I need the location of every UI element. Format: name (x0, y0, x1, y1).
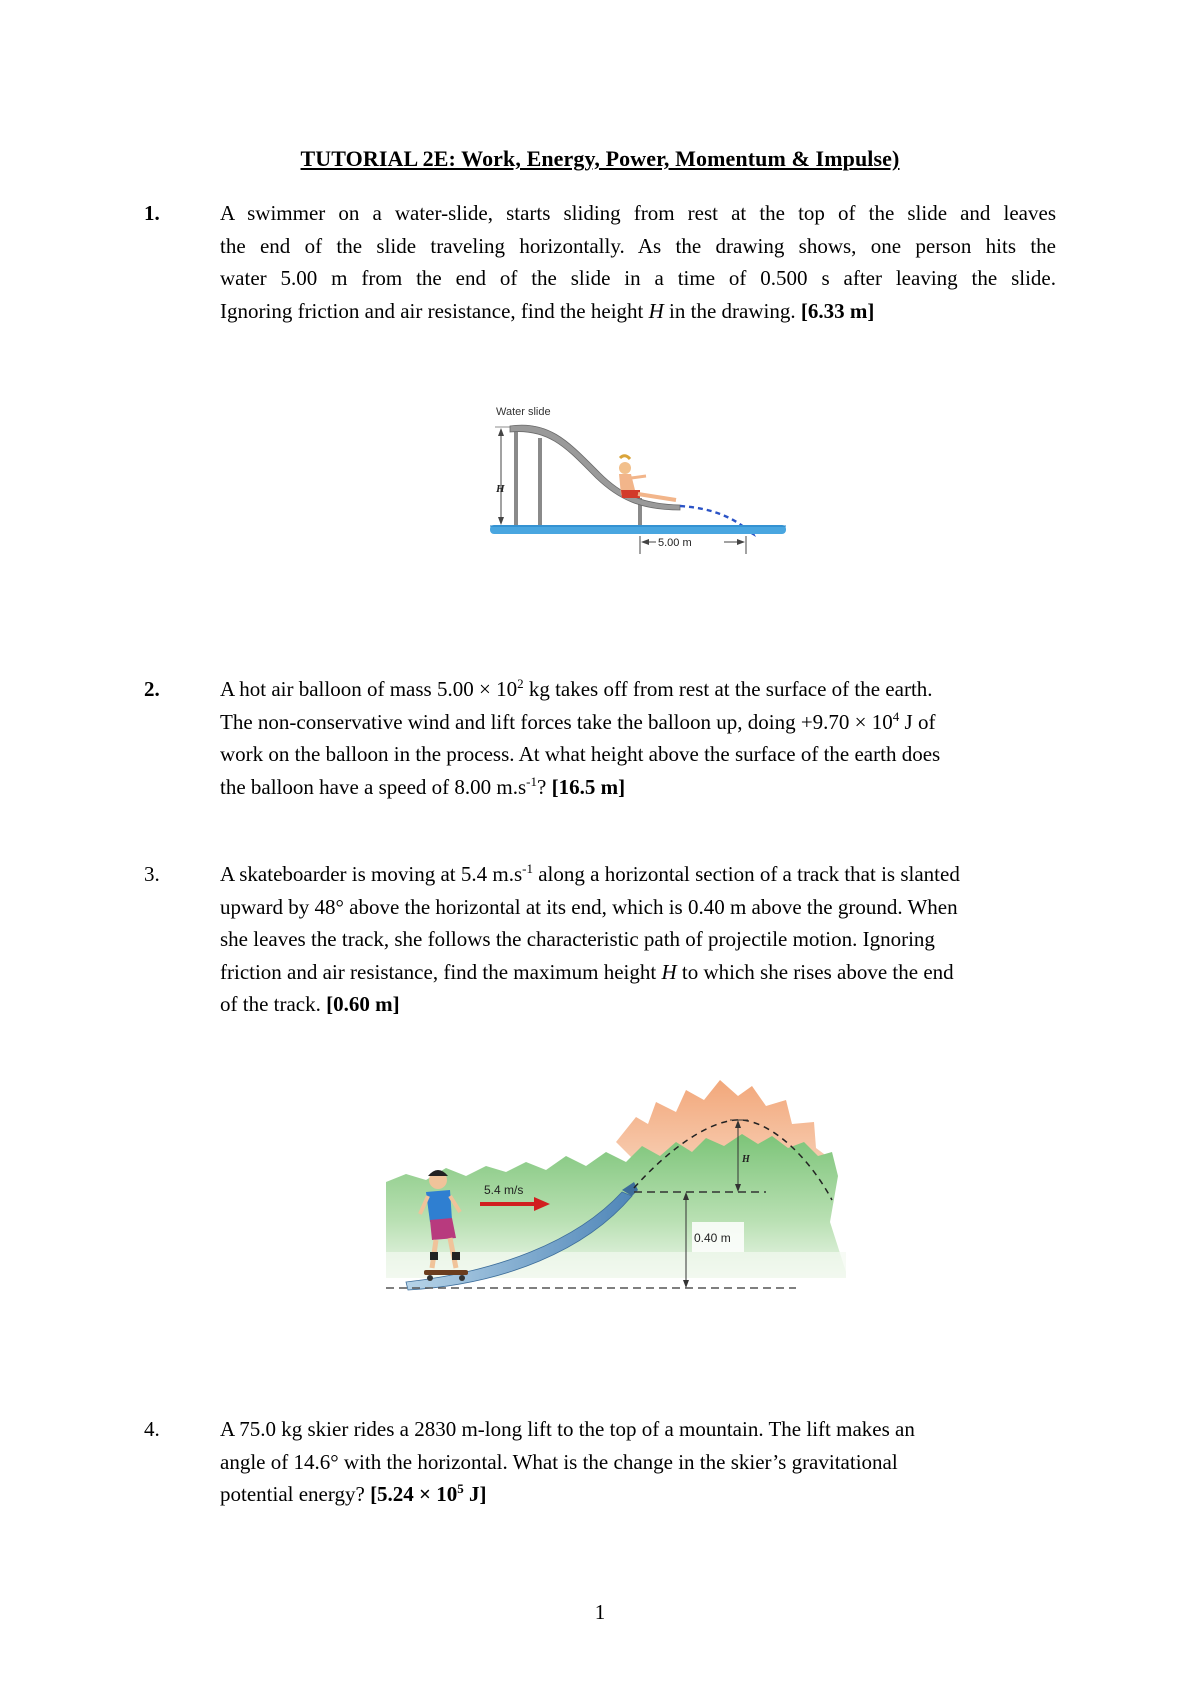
question-number: 3. (144, 862, 160, 886)
question-line-part: The non-conservative wind and lift forces take the balloon up, doing +9.70 × 10 (220, 709, 893, 734)
question-line: angle of 14.6° with the horizontal. What is the change in the skier’s gravitational (220, 1449, 898, 1474)
question-line (220, 988, 1056, 1021)
question-line-part: A skateboarder is moving at 5.4 m.s (220, 862, 523, 886)
answer-part: J] (463, 1482, 487, 1506)
question-line: upward by 48° above the horizontal at its end, which is 0.40 m above the ground. When (220, 894, 958, 919)
question-line-part: the balloon have a speed of 8.00 m.s (220, 774, 527, 799)
question-line (220, 706, 1056, 739)
superscript: 4 (892, 708, 900, 724)
question-text (220, 673, 1056, 803)
question-line-part: Ignoring friction and air resistance, find the height (220, 298, 649, 323)
variable-h: H (648, 298, 664, 323)
question-line-part: kg takes off from rest at the surface of the earth. (523, 677, 933, 701)
question-number: 1. (144, 201, 160, 225)
question-text (220, 1413, 1056, 1511)
skateboarder-figure (386, 1072, 894, 1338)
question-line: work on the balloon in the process. At what height above the surface of the earth does (220, 742, 941, 766)
question-text (220, 197, 1056, 327)
variable-h: H (661, 959, 677, 984)
question-line (220, 1478, 1056, 1511)
question-line-part: friction and air resistance, find the maximum height (220, 959, 662, 984)
answer: [0.60 m] (326, 992, 400, 1016)
question-line (220, 956, 1056, 989)
question-line (220, 771, 1056, 804)
track-height-label: 0.40 m (694, 1231, 731, 1245)
question-text (220, 858, 1056, 1021)
question-line (220, 858, 1056, 891)
superscript: 2 (517, 676, 524, 691)
question-line: the end of the slide traveling horizontally. As the drawing shows, one person hits the (220, 233, 1056, 258)
question-line-part: potential energy? (220, 1482, 371, 1506)
question-4 (144, 1413, 1056, 1511)
water-slide-figure (480, 398, 798, 598)
superscript: 5 (457, 1481, 464, 1496)
question-line (220, 295, 1056, 328)
answer: [16.5 m] (551, 774, 626, 799)
question-line: water 5.00 m from the end of the slide in a time of 0.500 s after leaving the slide. (220, 266, 1056, 290)
distance-label: 5.00 m (658, 537, 692, 549)
figure-title: Water slide (496, 406, 551, 418)
question-line: she leaves the track, she follows the characteristic path of projectile motion. Ignoring (220, 927, 935, 951)
question-number: 4. (144, 1417, 160, 1441)
question-line-part: to which she rises above the end (676, 959, 954, 984)
max-height-label: H (742, 1154, 750, 1165)
question-3 (144, 858, 1056, 1021)
question-line-part: of the track. (220, 992, 327, 1016)
superscript: -1 (526, 773, 538, 789)
height-label: H (496, 483, 505, 495)
question-line-part: A hot air balloon of mass 5.00 × 10 (220, 677, 518, 701)
question-line-part: in the drawing. (663, 298, 801, 323)
superscript: -1 (522, 861, 533, 876)
question-line: A swimmer on a water-slide, starts sliding from rest at the top of the slide and leaves (220, 201, 1056, 225)
question-line: A 75.0 kg skier rides a 2830 m-long lift to the top of a mountain. The lift makes an (220, 1417, 915, 1441)
speed-label: 5.4 m/s (484, 1183, 524, 1197)
answer: [6.33 m] (800, 298, 875, 323)
question-1 (144, 197, 1056, 327)
question-line-part: J of (899, 709, 936, 734)
question-line-part: along a horizontal section of a track that is slanted (532, 862, 960, 886)
answer-part: [5.24 × 10 (370, 1482, 458, 1506)
question-number: 2. (144, 677, 160, 701)
page-title: TUTORIAL 2E: Work, Energy, Power, Momentum & Impulse) (300, 146, 900, 171)
answer (370, 1482, 486, 1506)
question-line-part: ? (537, 774, 552, 799)
page-number: 1 (594, 1600, 606, 1624)
question-2 (144, 673, 1056, 803)
question-line (220, 673, 1056, 706)
